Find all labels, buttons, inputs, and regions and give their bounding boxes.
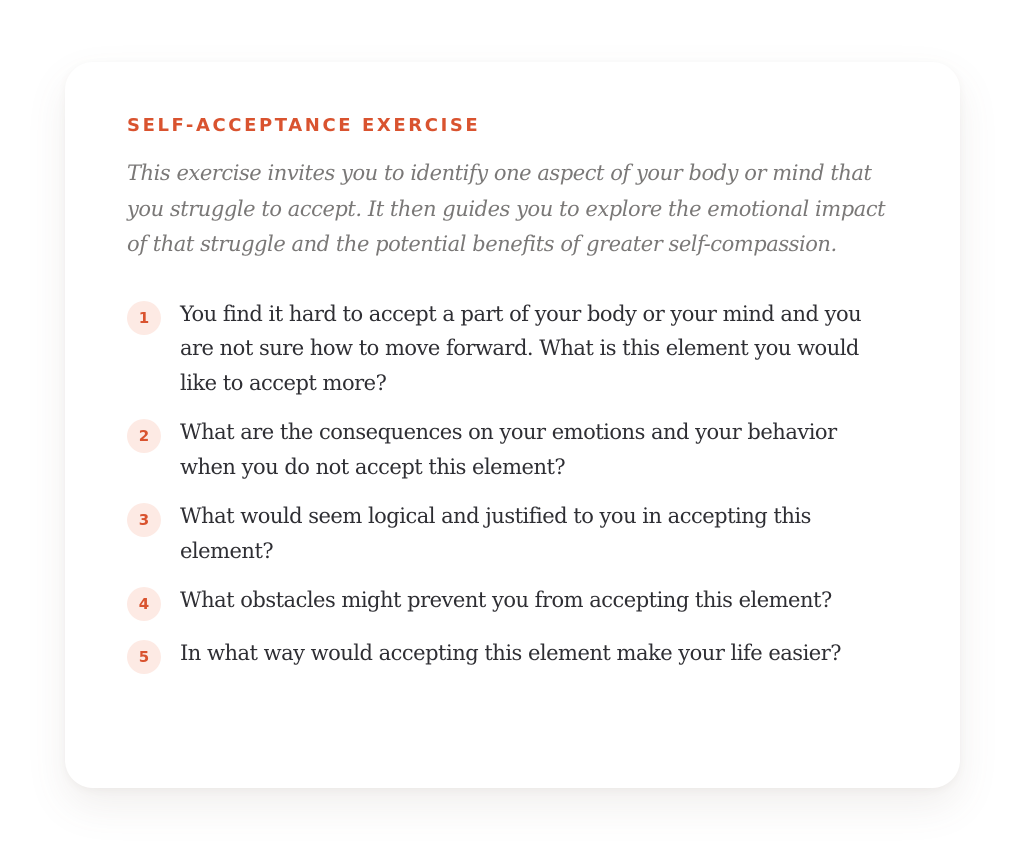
exercise-title: SELF-ACCEPTANCE EXERCISE	[127, 115, 481, 136]
step-number-badge: 1	[127, 301, 161, 335]
step-question: What are the consequences on your emotions and your behavior when you do not accept this element?	[180, 420, 837, 479]
exercise-intro: This exercise invites you to identify one aspect of your body or mind that you struggle to accept. It then guides you to explore the emotional impact of that struggle and the potential benefits of greater self-compassion.	[127, 161, 886, 256]
step-question: What obstacles might prevent you from accepting this element?	[180, 588, 832, 612]
steps-list	[127, 303, 900, 675]
step-number-badge: 5	[127, 640, 161, 674]
step-question: What would seem logical and justified to you in accepting this element?	[180, 504, 811, 563]
exercise-card	[65, 62, 960, 788]
step-number-badge: 2	[127, 419, 161, 453]
step-item	[127, 505, 900, 568]
step-number-badge: 3	[127, 503, 161, 537]
step-item	[127, 642, 900, 674]
step-item	[127, 589, 900, 621]
step-number-badge: 4	[127, 587, 161, 621]
step-question: In what way would accepting this element make your life easier?	[180, 641, 842, 665]
step-question: You find it hard to accept a part of your body or your mind and you are not sure how to move forward. What is this element you would like to accept more?	[180, 301, 862, 395]
step-item	[127, 421, 900, 484]
step-item	[127, 303, 900, 401]
